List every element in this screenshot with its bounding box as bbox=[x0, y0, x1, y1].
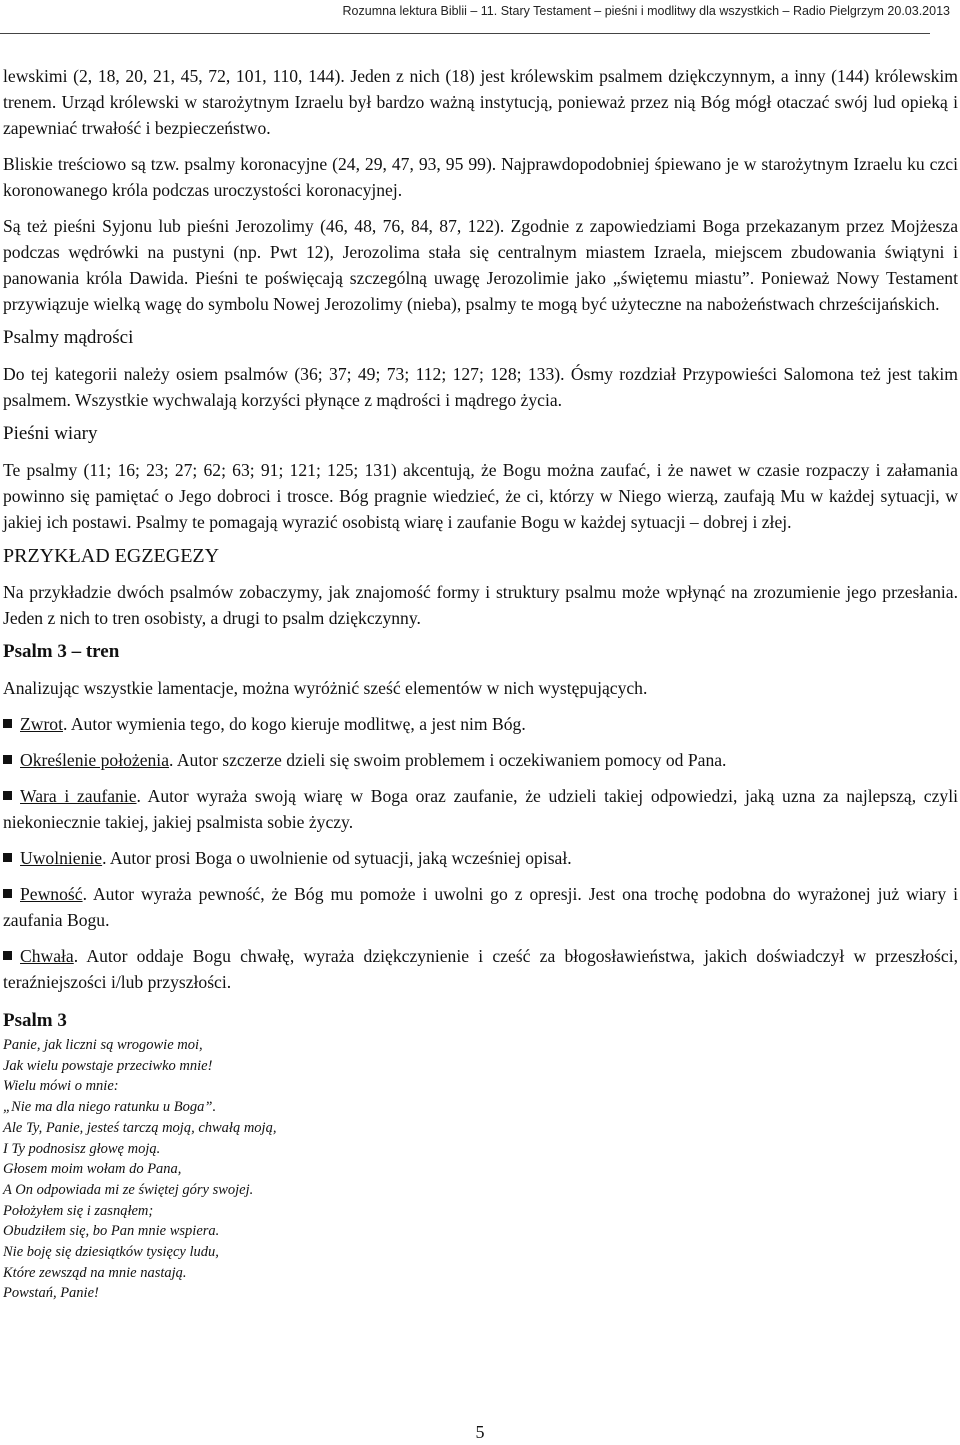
element-term: Określenie położenia bbox=[20, 750, 169, 770]
bullet-square-icon bbox=[3, 889, 12, 898]
poem-line: Jak wielu powstaje przeciwko mnie! bbox=[3, 1057, 213, 1074]
paragraph-zion-songs: Są też pieśni Syjonu lub pieśni Jerozolimy (46, 48, 76, 84, 87, 122). Zgodnie z zapowiedziami Boga przekazanym przez Mojżesza podczas wędrówki na pustyni (np. Pwt 12), Jerozolima stała się centralnym miastem Izraela, miejscem zbudowania świątyni i panowania króla Dawida. Pieśni te poświęcają szczególną uwagę Jerozolimie jako „świętemu miastu”. Ponieważ Nowy Testament przywiązuje wielką wagę do symbolu Nowej Jerozolimy (nieba), psalmy te mogą być użyteczne na nabożeństwach chrześcijańskich. bbox=[3, 216, 958, 314]
bullet-square-icon bbox=[3, 791, 12, 800]
poem-line: Obudziłem się, bo Pan mnie wspiera. bbox=[3, 1223, 220, 1240]
lament-elements-list bbox=[3, 711, 958, 995]
poem-line: A On odpowiada mi ze świętej góry swojej. bbox=[3, 1181, 254, 1198]
poem-line: Ale Ty, Panie, jesteś tarczą moją, chwałą moją, bbox=[3, 1119, 277, 1136]
header-rule bbox=[0, 33, 930, 34]
paragraph-lament-elements: Analizując wszystkie lamentacje, można wyróżnić sześć elementów w nich występujących. bbox=[3, 678, 648, 698]
bullet-square-icon bbox=[3, 853, 12, 862]
element-term: Pewność bbox=[20, 884, 83, 904]
psalm3-text bbox=[3, 1035, 958, 1304]
paragraph-faith-songs: Te psalmy (11; 16; 23; 27; 62; 63; 91; 121; 125; 131) akcentują, że Bogu można zaufać, i że nawet w czasie rozpaczy i załamania powinno się pamiętać o Jego dobroci i trosce. Bóg pragnie wiedzieć, że ci, którzy w Niego wierzą, zaufają Mu w każdej sytuacji, w jakiej ich postawi. Psalmy te pomagają wyrazić osobistą wiarę i zaufanie Bogu w każdej sytuacji – dobrej i złej. bbox=[3, 460, 958, 532]
bullet-square-icon bbox=[3, 951, 12, 960]
element-description: . Autor wyraża pewność, że Bóg mu pomoże i uwolni go z opresji. Jest ona trochę podobna do wyrażonej już wiary i zaufania Bogu. bbox=[3, 884, 958, 930]
list-item bbox=[3, 943, 958, 995]
poem-line: „Nie ma dla niego ratunku u Boga”. bbox=[3, 1099, 217, 1116]
psalm3-title: Psalm 3 bbox=[3, 1010, 67, 1031]
list-item bbox=[3, 711, 958, 737]
poem-line: Powstań, Panie! bbox=[3, 1285, 99, 1302]
list-item bbox=[3, 845, 958, 871]
poem-line: Wielu mówi o mnie: bbox=[3, 1078, 119, 1095]
poem-line: Panie, jak liczni są wrogowie moi, bbox=[3, 1037, 203, 1053]
poem-line: Które zewsząd na mnie nastają. bbox=[3, 1264, 187, 1281]
element-term: Uwolnienie bbox=[20, 848, 103, 868]
heading-psalm3-lament: Psalm 3 – tren bbox=[3, 641, 120, 662]
element-term: Chwała bbox=[20, 946, 74, 966]
poem-line: Położyłem się i zasnąłem; bbox=[3, 1202, 154, 1219]
list-item bbox=[3, 881, 958, 933]
element-description: . Autor szczerze dzieli się swoim problemem i oczekiwaniem pomocy od Pana. bbox=[169, 750, 727, 770]
page-body bbox=[3, 63, 958, 1304]
element-description: . Autor oddaje Bogu chwałę, wyraża dziękczynienie i cześć za błogosławieństwa, jakich doświadczył w przeszłości, teraźniejszości i/lub przyszłości. bbox=[3, 946, 958, 992]
bullet-square-icon bbox=[3, 719, 12, 728]
heading-wisdom-psalms: Psalmy mądrości bbox=[3, 327, 134, 348]
poem-line: Głosem moim wołam do Pana, bbox=[3, 1161, 182, 1178]
list-item bbox=[3, 747, 958, 773]
poem-line: Nie boję się dziesiątków tysięcy ludu, bbox=[3, 1244, 219, 1261]
element-term: Zwrot bbox=[20, 714, 63, 734]
heading-exegesis-example: PRZYKŁAD EGZEGEZY bbox=[3, 545, 220, 567]
bullet-square-icon bbox=[3, 755, 12, 764]
paragraph-wisdom-psalms: Do tej kategorii należy osiem psalmów (36; 37; 49; 73; 112; 127; 128; 133). Ósmy rozdział Przypowieści Salomona też jest takim psalmem. Wszystkie wychwalają korzyści płynące z mądrości i mądrego życia. bbox=[3, 364, 958, 410]
element-description: . Autor wyraża swoją wiarę w Boga oraz zaufanie, że udzieli takiej odpowiedzi, jaką uzna za najlepszą, czyli niekoniecznie takiej, jakiej psalmista sobie życzy. bbox=[3, 786, 958, 832]
paragraph-exegesis-intro: Na przykładzie dwóch psalmów zobaczymy, jak znajomość formy i struktury psalmu może wpłynąć na zrozumienie jego przesłania. Jeden z nich to tren osobisty, a drugi to psalm dziękczynny. bbox=[3, 582, 958, 628]
paragraph-coronation-psalms: Bliskie treściowo są tzw. psalmy koronacyjne (24, 29, 47, 93, 95 99). Najprawdopodobniej śpiewano je w starożytnym Izraelu ku czci koronowanego króla podczas uroczystości koronacyjnej. bbox=[3, 154, 958, 200]
list-item bbox=[3, 783, 958, 835]
page-number: 5 bbox=[475, 1422, 485, 1442]
heading-faith-songs: Pieśni wiary bbox=[3, 423, 98, 444]
element-description: . Autor prosi Boga o uwolnienie od sytuacji, jaką wcześniej opisał. bbox=[102, 848, 572, 868]
paragraph-royal-psalms: lewskimi (2, 18, 20, 21, 45, 72, 101, 110, 144). Jeden z nich (18) jest królewskim psalmem dziękczynnym, a inny (144) królewskim trenem. Urząd królewski w starożytnym Izraelu był bardzo ważną instytucją, ponieważ przez nią Bóg mógł otaczać swój lud opieką i zapewniać trwałość i bezpieczeństwo. bbox=[3, 66, 958, 138]
poem-line: I Ty podnosisz głowę moją. bbox=[3, 1140, 161, 1157]
element-term: Wara i zaufanie bbox=[20, 786, 137, 806]
running-header: Rozumna lektura Biblii – 11. Stary Testament – pieśni i modlitwy dla wszystkich – Radio Pielgrzym 20.03.2013 bbox=[342, 4, 950, 18]
element-description: . Autor wymienia tego, do kogo kieruje modlitwę, a jest nim Bóg. bbox=[63, 714, 526, 734]
